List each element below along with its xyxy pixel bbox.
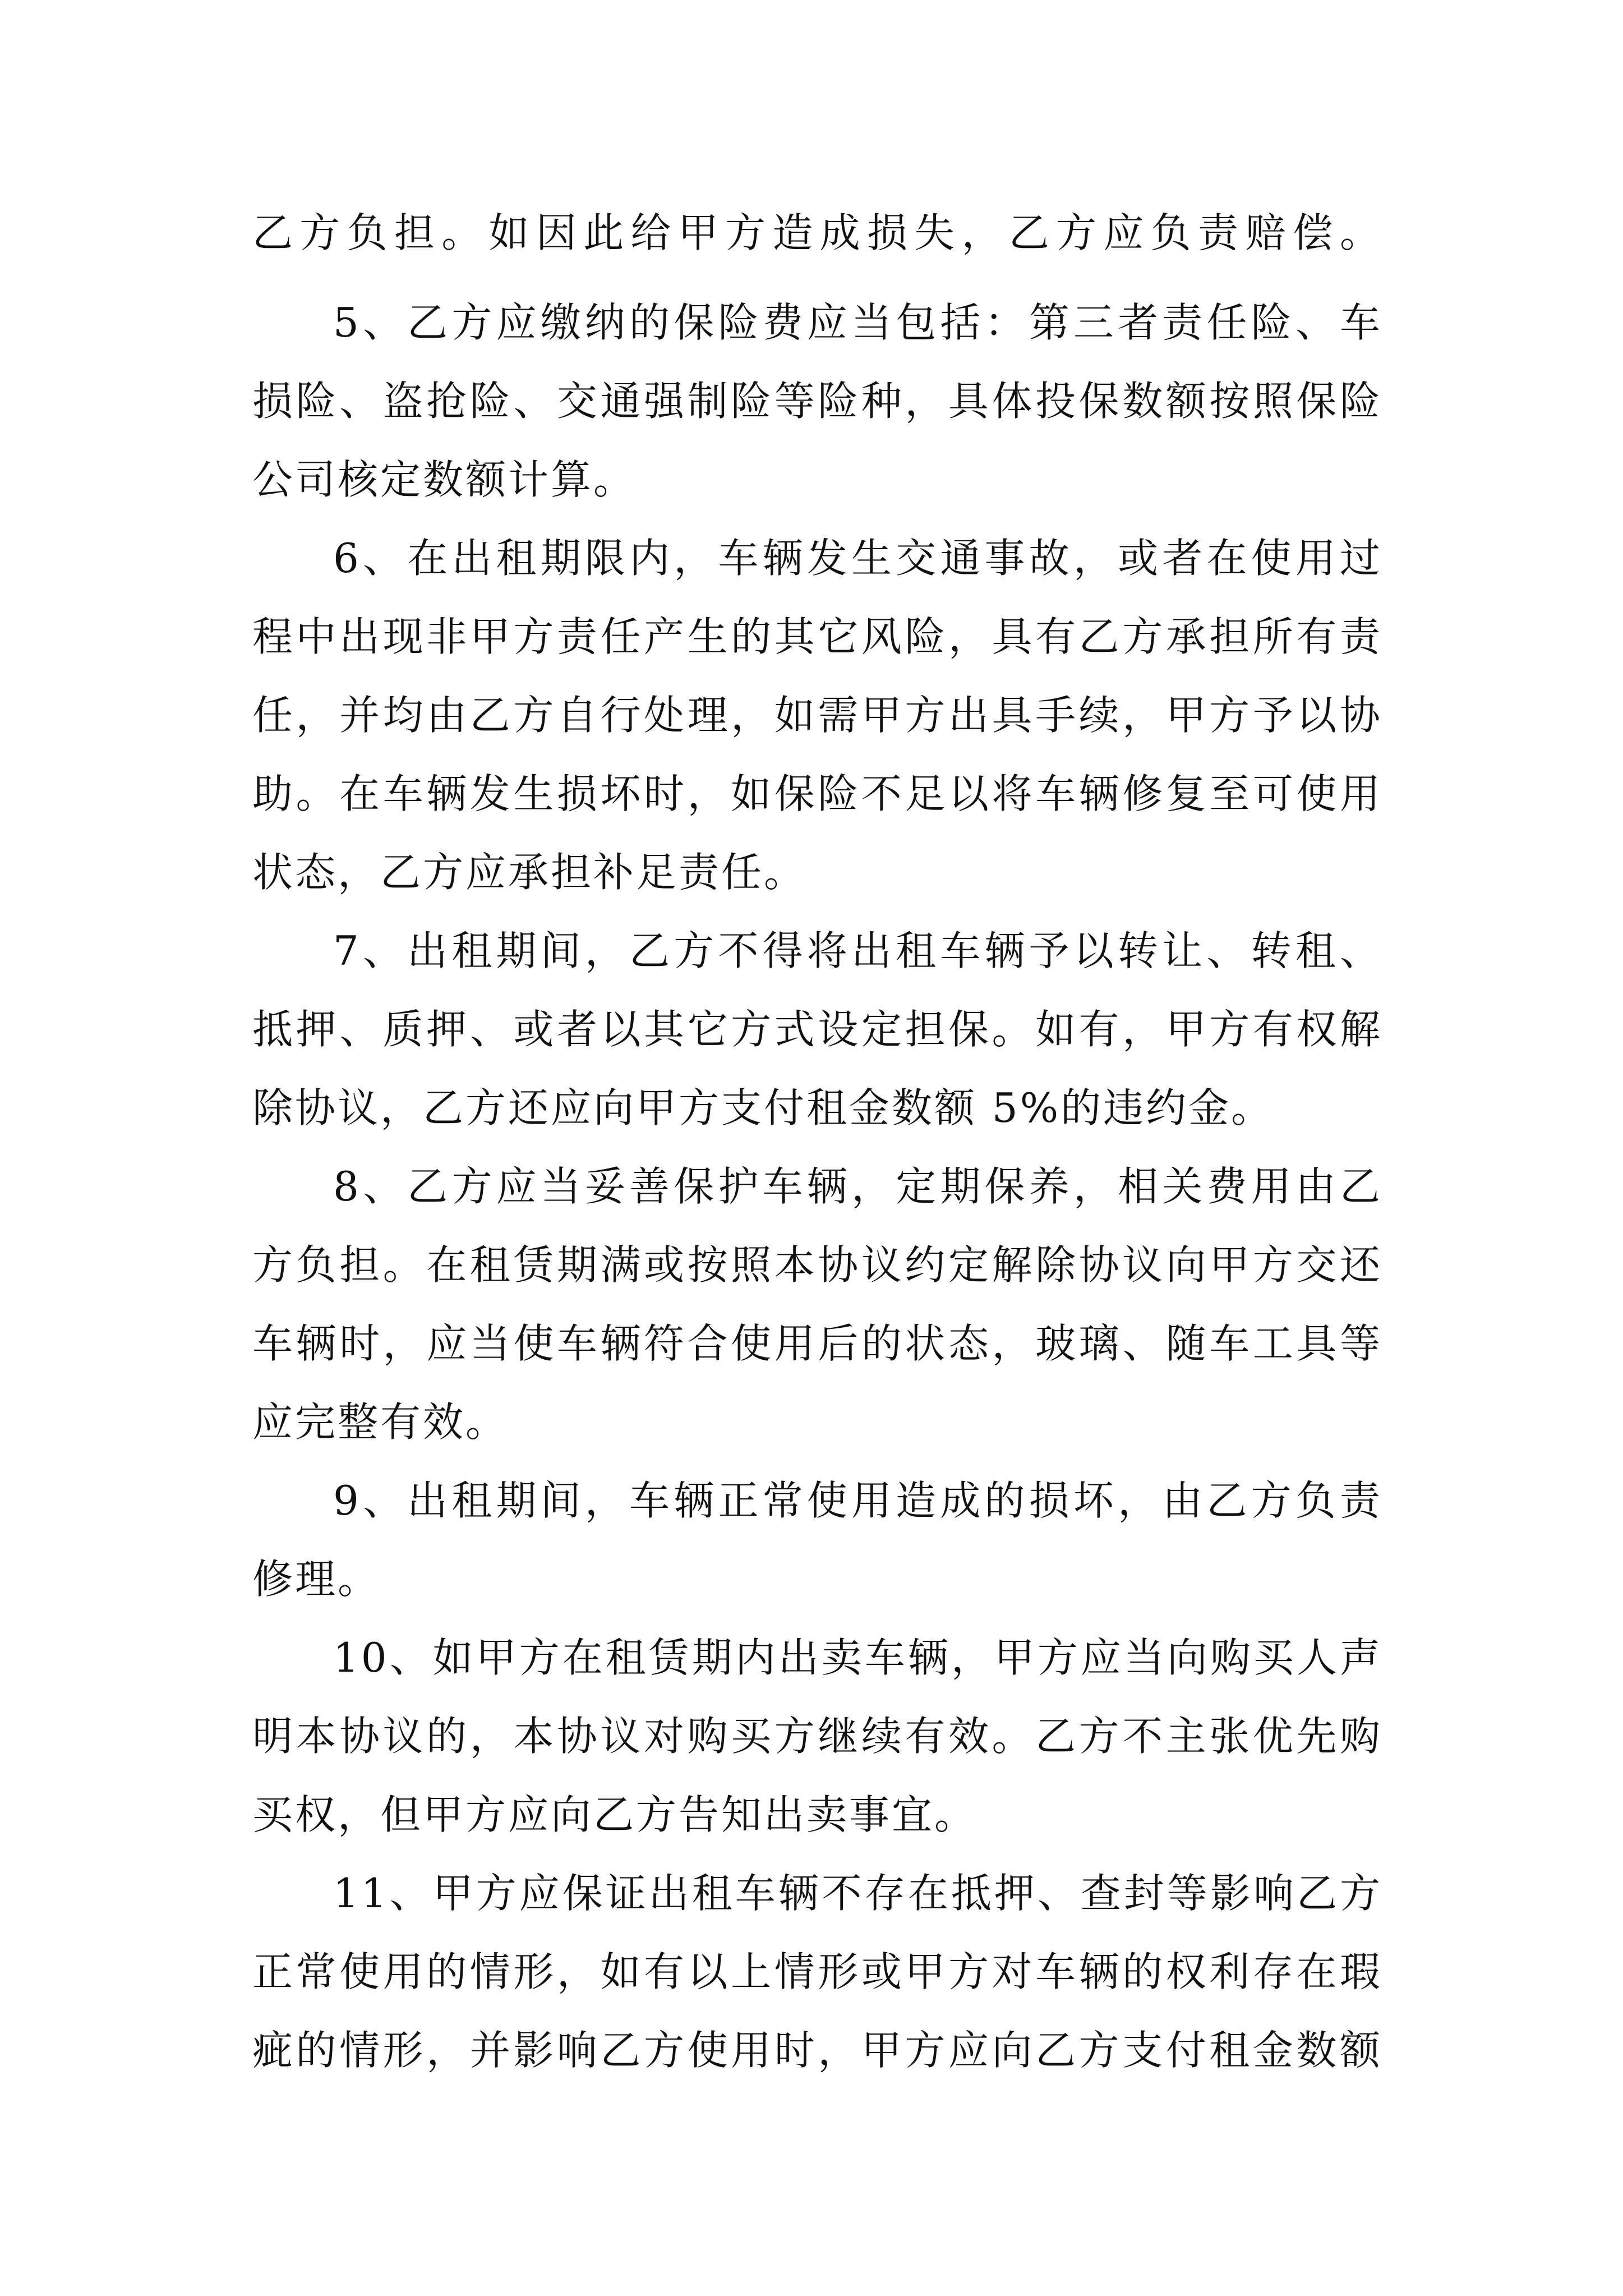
clause-7-line: 7、出租期间，乙方不得将出租车辆予以转让、转租、 (333, 927, 1382, 974)
text-line: 明本协议的，本协议对购买方继续有效。乙方不主张优先购 (252, 1713, 1382, 1760)
text-line: 状态，乙方应承担补足责任。 (252, 849, 807, 896)
text-line: 修理。 (252, 1556, 381, 1603)
clause-8-line: 8、乙方应当妥善保护车辆，定期保养，相关费用由乙 (333, 1163, 1382, 1210)
clause-10-line: 10、如甲方在租赁期内出卖车辆，甲方应当向购买人声 (333, 1634, 1382, 1681)
clause-5-line: 5、乙方应缴纳的保险费应当包括：第三者责任险、车 (333, 299, 1382, 346)
text-line: 助。在车辆发生损坏时，如保险不足以将车辆修复至可使用 (252, 770, 1382, 817)
text-line: 车辆时，应当使车辆符合使用后的状态，玻璃、随车工具等 (252, 1320, 1382, 1367)
text-line: 乙方负担。如因此给甲方造成损失，乙方应负责赔偿。 (252, 209, 1382, 256)
text-line: 损险、盗抢险、交通强制险等险种，具体投保数额按照保险 (252, 378, 1382, 425)
text-line: 疵的情形，并影响乙方使用时，甲方应向乙方支付租金数额 (252, 2027, 1382, 2074)
text-line: 买权，但甲方应向乙方告知出卖事宜。 (252, 1791, 978, 1838)
text-line: 应完整有效。 (252, 1398, 509, 1446)
text-line: 任，并均由乙方自行处理，如需甲方出具手续，甲方予以协 (252, 692, 1382, 739)
text-line: 抵押、质押、或者以其它方式设定担保。如有，甲方有权解 (252, 1006, 1382, 1053)
text-line: 公司核定数额计算。 (252, 456, 637, 503)
clause-9-line: 9、出租期间，车辆正常使用造成的损坏，由乙方负责 (333, 1477, 1382, 1524)
text-line: 除协议，乙方还应向甲方支付租金数额 5%的违约金。 (252, 1084, 1274, 1131)
clause-6-line: 6、在出租期限内，车辆发生交通事故，或者在使用过 (333, 535, 1382, 582)
text-line: 正常使用的情形，如有以上情形或甲方对车辆的权利存在瑕 (252, 1948, 1382, 1995)
clause-11-line: 11、甲方应保证出租车辆不存在抵押、查封等影响乙方 (333, 1870, 1382, 1917)
text-line: 方负担。在租赁期满或按照本协议约定解除协议向甲方交还 (252, 1241, 1382, 1289)
text-line: 程中出现非甲方责任产生的其它风险，具有乙方承担所有责 (252, 613, 1382, 660)
